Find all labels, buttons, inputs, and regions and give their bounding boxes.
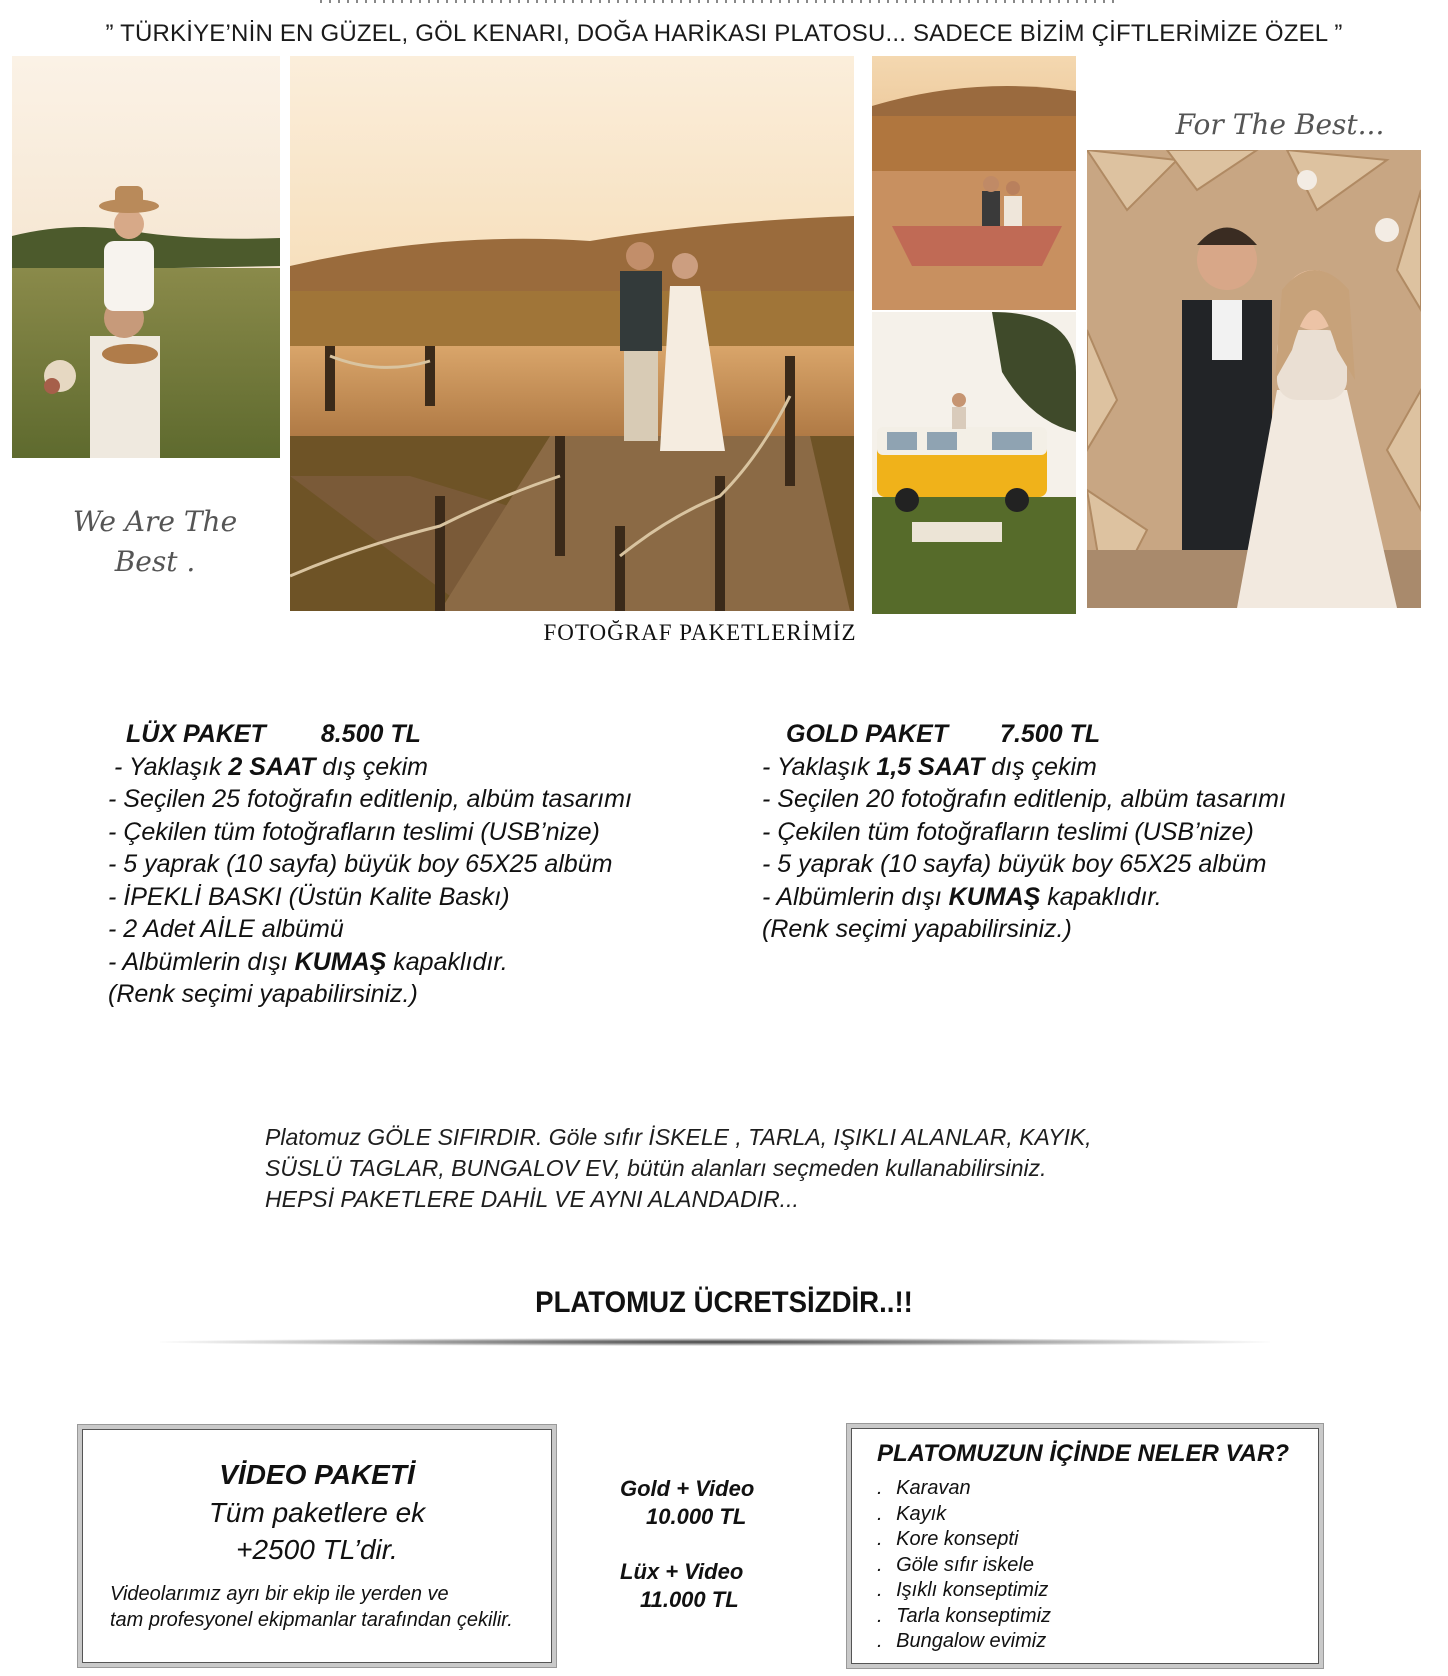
package-line xyxy=(108,751,728,784)
text: dış çekim xyxy=(984,752,1097,781)
combo-price: 10.000 TL xyxy=(646,1504,747,1529)
package-line: (Renk seçimi yapabilirsiniz.) xyxy=(762,915,1072,943)
video-subtitle: Tüm paketlere ek xyxy=(208,1497,426,1528)
bold-text: 1,5 SAAT xyxy=(876,752,985,781)
video-description xyxy=(110,1581,550,1633)
feature-item: . Karavan xyxy=(877,1476,1051,1502)
package-line xyxy=(762,881,1442,914)
feature-item: . Göle sıfır iskele xyxy=(877,1553,1051,1579)
package-line: - Çekilen tüm fotoğrafların teslimi (USB’nize) xyxy=(762,817,1254,846)
plato-note xyxy=(265,1122,1265,1215)
package-line: - Seçilen 20 fotoğrafın editlenip, albüm tasarımı xyxy=(762,785,1286,813)
video-title: VİDEO PAKETİ xyxy=(219,1459,415,1490)
text: - Albümlerin dışı xyxy=(762,882,949,911)
text: kapaklıdır. xyxy=(386,947,508,976)
photo-couple-boat xyxy=(872,56,1076,310)
photo-couple-fans xyxy=(1087,150,1421,608)
desc-line: Videolarımız ayrı bir ekip ile yerden ve xyxy=(110,1583,449,1605)
package-header xyxy=(108,718,728,751)
desc-line: tam profesyonel ekipmanlar tarafından çekilir. xyxy=(110,1609,513,1631)
text: dış çekim xyxy=(315,752,428,781)
free-banner: PLATOMUZ ÜCRETSİZDİR..!! xyxy=(535,1286,913,1319)
note-line: Platomuz GÖLE SIFIRDIR. Göle sıfır İSKELE , TARLA, IŞIKLI ALANLAR, KAYIK, xyxy=(265,1124,1092,1150)
package-line: - Seçilen 25 fotoğrafın editlenip, albüm tasarımı xyxy=(108,785,632,813)
feature-item: . Tarla konseptimiz xyxy=(877,1604,1051,1630)
bold-text: KUMAŞ xyxy=(948,882,1041,911)
feature-item: . Kore konsepti xyxy=(877,1527,1051,1553)
text: kapaklıdır. xyxy=(1040,882,1162,911)
video-price: +2500 TL’dir. xyxy=(236,1534,398,1565)
shadow-divider xyxy=(160,1338,1270,1346)
package-line: - Çekilen tüm fotoğrafların teslimi (USB’nize) xyxy=(108,817,600,846)
script-we-are-the-best xyxy=(40,502,270,582)
section-title: FOTOĞRAF PAKETLERİMİZ xyxy=(543,620,857,645)
combo-label: Lüx + Video xyxy=(620,1559,744,1584)
script-line: Best . xyxy=(114,545,196,578)
combo-lux-video xyxy=(620,1558,743,1614)
package-line xyxy=(762,751,1442,784)
features-box xyxy=(847,1424,1323,1668)
package-price: 7.500 TL xyxy=(1000,720,1101,748)
bold-text: 2 SAAT xyxy=(228,752,316,781)
package-line: (Renk seçimi yapabilirsiniz.) xyxy=(108,980,418,1008)
features-title: PLATOMUZUN İÇİNDE NELER VAR? xyxy=(877,1440,1289,1467)
photo-couple-field xyxy=(12,56,280,458)
top-dotted-border xyxy=(320,0,1120,3)
package-line: - 2 Adet AİLE albümü xyxy=(108,915,344,943)
photo-couple-van xyxy=(872,312,1076,614)
package-lux xyxy=(108,718,728,1011)
feature-item: . Işıklı konseptimiz xyxy=(877,1578,1051,1604)
feature-item: . Kayık xyxy=(877,1502,1051,1528)
package-line: - İPEKLİ BASKI (Üstün Kalite Baskı) xyxy=(108,882,510,911)
bold-text: KUMAŞ xyxy=(294,947,387,976)
text: - Yaklaşık xyxy=(762,752,877,781)
headline: ” TÜRKİYE’NİN EN GÜZEL, GÖL KENARI, DOĞA HARİKASI PLATOSU... SADECE BİZİM ÇİFTLERİMİZE ÖZEL ” xyxy=(105,20,1343,47)
package-name: LÜX PAKET xyxy=(126,720,266,748)
text: - Yaklaşık xyxy=(114,752,229,781)
package-price: 8.500 TL xyxy=(320,720,421,748)
script-for-the-best: For The Best... xyxy=(1175,108,1385,141)
combo-label: Gold + Video xyxy=(620,1476,755,1501)
text: - Albümlerin dışı xyxy=(108,947,295,976)
combo-price: 11.000 TL xyxy=(640,1587,739,1612)
package-name: GOLD PAKET xyxy=(786,720,949,748)
features-list xyxy=(877,1476,1051,1655)
photo-couple-pier xyxy=(290,56,854,611)
video-package-box xyxy=(78,1425,556,1667)
package-header xyxy=(762,718,1442,751)
note-line: SÜSLÜ TAGLAR, BUNGALOV EV, bütün alanları seçmeden kullanabilirsiniz. xyxy=(265,1155,1047,1181)
package-line: - 5 yaprak (10 sayfa) büyük boy 65X25 albüm xyxy=(108,850,613,878)
script-line: We Are The xyxy=(72,505,238,538)
combo-gold-video xyxy=(620,1475,754,1531)
package-gold xyxy=(762,718,1442,946)
feature-item: . Bungalow evimiz xyxy=(877,1629,1051,1655)
package-line xyxy=(108,946,728,979)
note-line: HEPSİ PAKETLERE DAHİL VE AYNI ALANDADIR... xyxy=(265,1186,799,1212)
package-line: - 5 yaprak (10 sayfa) büyük boy 65X25 albüm xyxy=(762,850,1267,878)
